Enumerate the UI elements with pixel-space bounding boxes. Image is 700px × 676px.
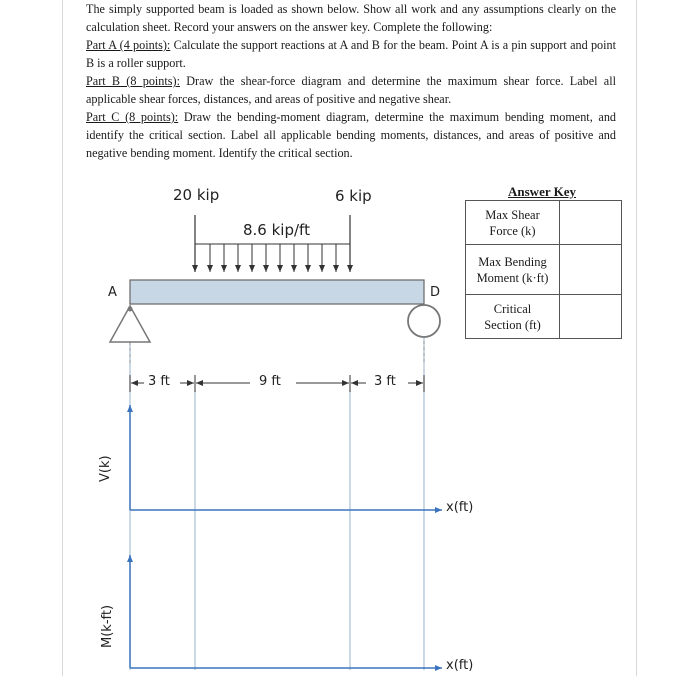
part-b-text: Draw the shear-force diagram and determine the maximum shear force. Label all applicable shear forces, distances, and areas of positive and negative shear. (86, 74, 616, 106)
distributed-load-label: 8.6 kip/ft (243, 221, 310, 239)
point-d-label: D (430, 285, 441, 300)
answer-cell-critical-section[interactable] (560, 295, 622, 339)
answer-row-max-shear (466, 201, 622, 245)
shear-diagram-axes (130, 405, 442, 510)
roller-support-d (408, 305, 440, 337)
dim-3-label: 3 ft (374, 374, 396, 389)
answer-key-table (465, 200, 622, 339)
reference-gridlines (130, 300, 424, 670)
dim-2-label: 9 ft (259, 374, 281, 389)
answer-cell-max-shear[interactable] (560, 201, 622, 245)
answer-label-max-shear: Max Shear Force (k) (466, 201, 560, 245)
beam (130, 280, 424, 304)
answer-row-critical-section (466, 295, 622, 339)
answer-label-critical-section: Critical Section (ft) (466, 295, 560, 339)
answer-label-max-moment: Max Bending Moment (k·ft) (466, 245, 560, 295)
part-a-text: Calculate the support reactions at A and B for the beam. Point A is a pin support and point B is a roller support. (86, 38, 617, 70)
part-c-label: Part C (8 points): (86, 110, 179, 124)
part-a-label: Part A (4 points): (86, 38, 171, 52)
moment-axis-label: M(k-ft) (100, 604, 115, 648)
intro-paragraph: The simply supported beam is loaded as shown below. Show all work and any assumptions clearly on the calculation sheet. Record your answers on the answer key. Complete the following: (86, 2, 616, 34)
load-right-label: 6 kip (335, 187, 372, 205)
moment-diagram-axes (130, 555, 442, 668)
part-b-label: Part B (8 points): (86, 74, 180, 88)
point-a-label: A (108, 285, 117, 300)
answer-key-title: Answer Key (508, 184, 577, 199)
moment-x-label: x(ft) (446, 658, 474, 673)
support-centerlines (130, 300, 424, 365)
shear-x-label: x(ft) (446, 500, 474, 515)
distributed-load (195, 244, 350, 272)
pin-support-a (110, 306, 150, 342)
part-c-text: Draw the bending-moment diagram, determine the maximum bending moment, and identify the critical section. Label all applicable bending moments, distances, and areas of positive and negative bending moment. Identify the critical section. (86, 110, 617, 160)
shear-axis-label: V(k) (98, 455, 113, 482)
answer-row-max-moment (466, 245, 622, 295)
load-left-label: 20 kip (173, 186, 220, 204)
answer-cell-max-moment[interactable] (560, 245, 622, 295)
dim-1-label: 3 ft (148, 374, 170, 389)
